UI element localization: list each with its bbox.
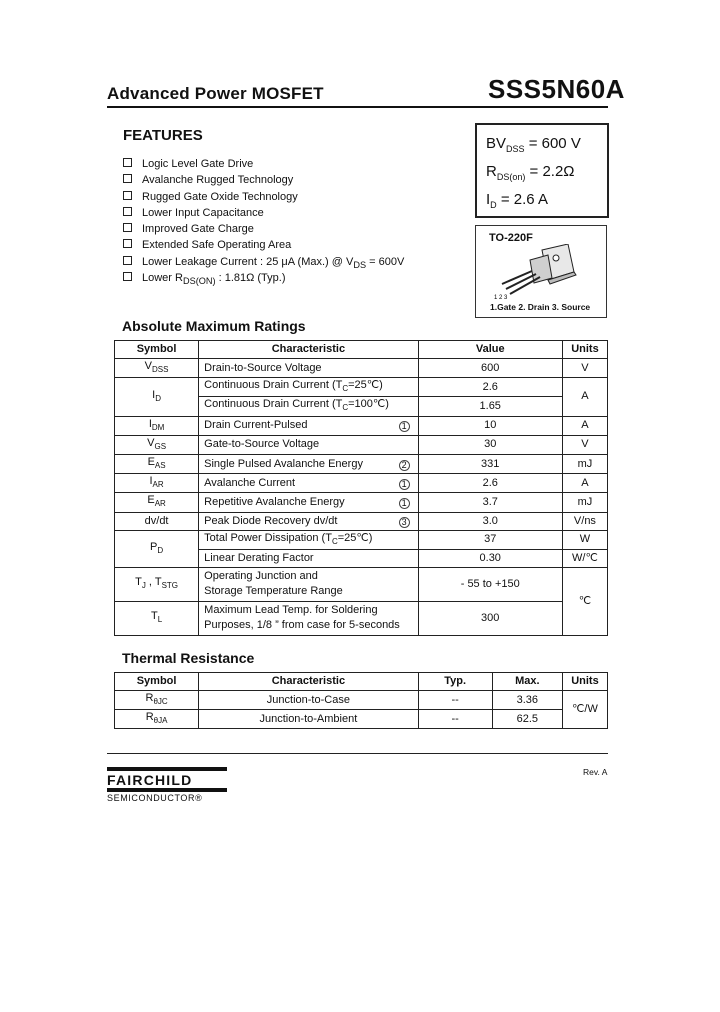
symbol-cell — [115, 530, 199, 567]
spec-value: = 2.6 A — [496, 191, 548, 208]
footer-rule — [107, 753, 608, 754]
col-header-units: Units — [562, 673, 607, 691]
characteristic-cell — [199, 397, 418, 416]
symbol-text: , T — [145, 576, 162, 589]
symbol-text: E — [147, 494, 155, 507]
symbol-cell — [115, 454, 199, 473]
characteristic-cell — [199, 567, 418, 601]
characteristic-cell — [199, 493, 418, 512]
characteristic-subscript: C — [342, 384, 349, 394]
spec-subscript: DSS — [506, 144, 525, 154]
value-cell: 300 — [418, 601, 562, 635]
feature-item — [123, 254, 404, 270]
col-header-symbol: Symbol — [115, 341, 199, 359]
units-cell: W — [562, 530, 607, 549]
table-row — [115, 454, 608, 473]
abs-max-title: Absolute Maximum Ratings — [122, 318, 306, 334]
package-pins: 1 2 3 — [494, 295, 508, 301]
characteristic-text: Drain-to-Source Voltage — [204, 361, 322, 374]
checkbox-icon — [123, 272, 132, 281]
characteristic-subscript: C — [342, 403, 349, 413]
symbol-cell — [115, 601, 199, 635]
units-cell: mJ — [562, 493, 607, 512]
table-row — [115, 567, 608, 601]
characteristic-cell — [199, 474, 418, 493]
characteristic-text: Repetitive Avalanche Energy — [204, 495, 345, 508]
characteristic-cell — [199, 454, 418, 473]
spec-value: = 600 V — [524, 135, 581, 152]
symbol-text: E — [147, 455, 155, 468]
symbol-text: I — [152, 388, 156, 401]
units-cell: ℃/W — [562, 691, 607, 729]
table-row — [115, 416, 608, 435]
features-title: FEATURES — [123, 127, 203, 144]
feature-text: Lower Input Capacitance — [142, 206, 264, 219]
feature-text-tail: : 1.81Ω (Typ.) — [215, 272, 286, 285]
characteristic-cell — [199, 435, 418, 454]
typ-cell: -- — [418, 691, 492, 710]
symbol-cell — [115, 691, 199, 710]
revision-label: Rev. A — [583, 767, 608, 777]
note-marker: 1 — [399, 421, 410, 432]
value-cell: 3.0 — [418, 512, 562, 530]
feature-item — [123, 205, 404, 221]
value-cell: 10 — [418, 416, 562, 435]
characteristic-subscript: C — [331, 536, 338, 546]
symbol-text: I — [148, 417, 152, 430]
units-cell: A — [562, 474, 607, 493]
note-marker: 1 — [399, 498, 410, 509]
value-cell: 0.30 — [418, 549, 562, 567]
value-cell: - 55 to +150 — [418, 567, 562, 601]
characteristic-text: Continuous Drain Current (T — [204, 398, 343, 411]
symbol-text: P — [150, 540, 158, 553]
characteristic-cell: Junction-to-Case — [199, 691, 418, 710]
spec-line — [486, 191, 548, 210]
symbol-subscript: J — [141, 581, 146, 591]
value-cell: 1.65 — [418, 397, 562, 416]
value-cell: 30 — [418, 435, 562, 454]
symbol-subscript: AR — [154, 499, 166, 509]
characteristic-cell: Junction-to-Ambient — [199, 710, 418, 729]
symbol-subscript: DM — [151, 422, 165, 432]
thermal-table — [114, 672, 608, 729]
checkbox-icon — [123, 191, 132, 200]
characteristic-cell — [199, 530, 418, 549]
units-cell: A — [562, 416, 607, 435]
checkbox-icon — [123, 223, 132, 232]
checkbox-icon — [123, 174, 132, 183]
to220f-package-icon — [490, 244, 590, 302]
value-cell: 600 — [418, 359, 562, 378]
feature-text: Improved Gate Charge — [142, 223, 254, 236]
note-marker: 3 — [399, 517, 410, 528]
symbol-cell — [115, 435, 199, 454]
symbol-subscript: D — [157, 545, 164, 555]
table-row — [115, 691, 608, 710]
feature-item — [123, 189, 404, 205]
characteristic-text: =25℃) — [337, 531, 373, 544]
characteristic-text-line2: Storage Temperature Range — [204, 585, 343, 598]
characteristic-cell — [199, 549, 418, 567]
units-cell: V/ns — [562, 512, 607, 530]
col-header-typ: Typ. — [418, 673, 492, 691]
symbol-subscript: L — [157, 615, 163, 625]
symbol-text: V — [144, 360, 153, 372]
symbol-subscript: GS — [154, 441, 167, 451]
units-cell: ℃ — [562, 567, 607, 635]
units-cell: W/℃ — [562, 549, 607, 567]
symbol-text: T — [150, 610, 158, 623]
symbol-text: R — [145, 711, 154, 724]
symbol-cell — [115, 416, 199, 435]
header-rule — [107, 106, 608, 108]
feature-item — [123, 237, 404, 253]
symbol-cell — [115, 378, 199, 416]
document-title: Advanced Power MOSFET — [107, 84, 324, 103]
typ-cell: -- — [418, 710, 492, 729]
symbol-cell — [115, 710, 199, 729]
symbol-cell — [115, 567, 199, 601]
table-row — [115, 493, 608, 512]
note-marker: 2 — [399, 460, 410, 471]
feature-item — [123, 270, 404, 286]
key-specs-box — [475, 123, 609, 218]
feature-text: Rugged Gate Oxide Technology — [142, 190, 298, 203]
table-row — [115, 435, 608, 454]
symbol-cell — [115, 493, 199, 512]
feature-text: Logic Level Gate Drive — [142, 158, 254, 170]
symbol-subscript: DSS — [152, 365, 169, 375]
table-row — [115, 474, 608, 493]
characteristic-text: Operating Junction and — [204, 570, 318, 583]
feature-subscript: DS — [353, 259, 367, 270]
logo-wordmark: FAIRCHILD — [107, 772, 193, 788]
checkbox-icon — [123, 158, 132, 167]
feature-text-tail: = 600V — [366, 255, 405, 268]
symbol-subscript: D — [155, 393, 161, 403]
symbol-cell — [115, 474, 199, 493]
characteristic-text: Continuous Drain Current (T — [204, 379, 343, 392]
feature-item — [123, 221, 404, 237]
max-cell: 62.5 — [492, 710, 562, 729]
value-cell: 331 — [418, 454, 562, 473]
symbol-cell — [115, 512, 199, 530]
table-row — [115, 359, 608, 378]
characteristic-text: Single Pulsed Avalanche Energy — [204, 457, 363, 470]
col-header-characteristic: Characteristic — [199, 341, 418, 359]
characteristic-text: Linear Derating Factor — [204, 551, 314, 564]
characteristic-cell — [199, 512, 418, 530]
spec-line — [486, 135, 581, 154]
spec-symbol: R — [486, 163, 497, 180]
col-header-max: Max. — [492, 673, 562, 691]
symbol-cell — [115, 359, 199, 378]
characteristic-text: Total Power Dissipation (T — [204, 531, 332, 544]
max-cell: 3.36 — [492, 691, 562, 710]
units-cell: mJ — [562, 454, 607, 473]
symbol-subscript: AS — [154, 461, 166, 471]
checkbox-icon — [123, 207, 132, 216]
symbol-text: R — [145, 692, 154, 704]
package-box — [475, 225, 607, 318]
value-cell: 2.6 — [418, 474, 562, 493]
feature-text: Lower R — [142, 272, 183, 285]
symbol-subscript: STG — [161, 581, 179, 591]
characteristic-text: =100℃) — [348, 398, 389, 411]
feature-item — [123, 172, 404, 188]
table-row — [115, 530, 608, 549]
spec-subscript: D — [490, 200, 497, 210]
spec-subscript: DS(on) — [496, 172, 526, 182]
spec-line — [486, 163, 575, 182]
value-cell: 3.7 — [418, 493, 562, 512]
characteristic-text: Avalanche Current — [204, 476, 296, 489]
feature-text: Lower Leakage Current : 25 μA (Max.) @ V — [142, 255, 354, 268]
characteristic-text: Maximum Lead Temp. for Soldering — [204, 604, 378, 617]
characteristic-text: Peak Diode Recovery dv/dt — [204, 514, 338, 527]
characteristic-text: Gate-to-Source Voltage — [204, 438, 320, 451]
symbol-text: dv/dt — [144, 514, 169, 527]
symbol-text: V — [147, 436, 155, 449]
table-row — [115, 378, 608, 397]
note-marker: 1 — [399, 479, 410, 490]
spec-value: = 2.2Ω — [525, 163, 575, 180]
symbol-text: I — [149, 475, 153, 488]
package-title: TO-220F — [489, 232, 533, 244]
feature-text: Extended Safe Operating Area — [142, 239, 292, 252]
symbol-subscript: θJA — [153, 716, 168, 726]
symbol-text: T — [135, 576, 142, 589]
characteristic-cell — [199, 416, 418, 435]
characteristic-text: =25℃) — [348, 379, 383, 392]
characteristic-cell — [199, 601, 418, 635]
col-header-value: Value — [418, 341, 562, 359]
symbol-subscript: θJC — [153, 697, 168, 707]
characteristic-text: Drain Current-Pulsed — [204, 419, 308, 432]
checkbox-icon — [123, 239, 132, 248]
thermal-title: Thermal Resistance — [122, 650, 255, 666]
units-cell: A — [562, 378, 607, 416]
part-number: SSS5N60A — [488, 74, 625, 104]
table-header-row — [115, 341, 608, 359]
characteristic-cell — [199, 359, 418, 378]
table-header-row — [115, 673, 608, 691]
abs-max-table — [114, 340, 608, 636]
value-cell: 2.6 — [418, 378, 562, 397]
col-header-characteristic: Characteristic — [199, 673, 418, 691]
features-list — [123, 156, 404, 286]
characteristic-cell — [199, 378, 418, 397]
symbol-subscript: AR — [152, 480, 164, 490]
value-cell: 37 — [418, 530, 562, 549]
units-cell: V — [562, 359, 607, 378]
table-row — [115, 512, 608, 530]
units-cell: V — [562, 435, 607, 454]
characteristic-text-line2: Purposes, 1/8 ” from case for 5-seconds — [204, 619, 400, 632]
col-header-units: Units — [562, 341, 607, 359]
col-header-symbol: Symbol — [115, 673, 199, 691]
feature-item — [123, 156, 404, 172]
spec-symbol: BV — [486, 135, 507, 152]
table-row — [115, 710, 608, 729]
feature-text: Avalanche Rugged Technology — [142, 174, 294, 187]
logo-subtext: SEMICONDUCTOR® — [107, 793, 203, 803]
checkbox-icon — [123, 256, 132, 265]
spec-symbol: I — [486, 191, 491, 208]
feature-subscript: DS(ON) — [182, 276, 216, 287]
package-caption: 1.Gate 2. Drain 3. Source — [490, 302, 591, 312]
table-row — [115, 601, 608, 635]
